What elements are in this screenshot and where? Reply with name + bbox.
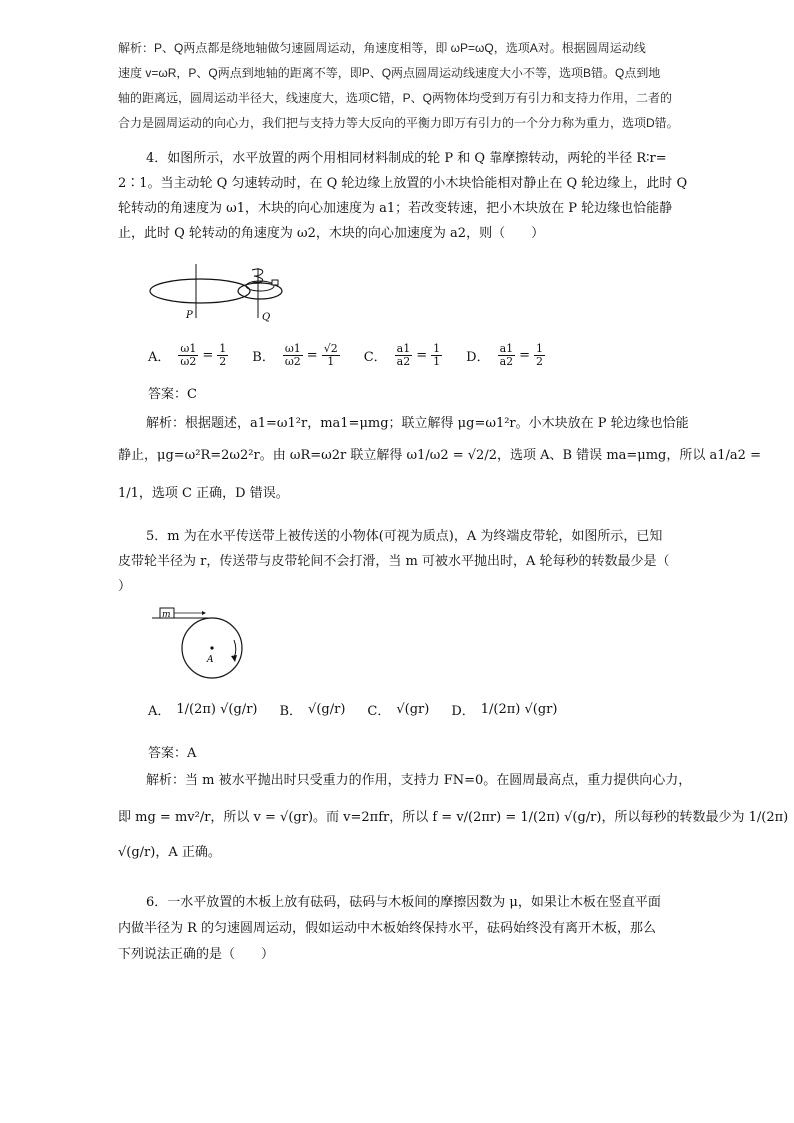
q4-explanation [118,406,761,504]
question-4-text [118,146,698,246]
wheel-p [150,279,250,303]
question-line: 2∶1。当主动轮 Q 匀速转动时，在 Q 轮边缘上放置的小木块恰能相对静止在 Q 轮边缘上，此时 Q [118,176,688,191]
explanation-line: 静止，μg=ω²R=2ω2²r。由 ωR=ω2r 联立解得 ω1/ω2 = √2/2，选项 A、B 错误 ma=μmg，所以 a1/a2 = [118,448,761,463]
option-b[interactable]: B． √(g/r) [279,702,346,719]
option-c[interactable]: C． $\frac{a1}{a2}$ = $\frac{1}{1}$ [363,342,441,368]
explanation-line: 解析：根据题述，a1=ω1²r，ma1=μmg；联立解得 μg=ω1²r。小木块放在 P 轮边缘也恰能 [146,416,689,431]
option-a[interactable]: A． $\frac{\omega 1}{\omega 2}$ = $\frac{1}{2}$ [148,342,227,368]
explanation-line: 合力是圆周运动的向心力，我们把与支持力等大反向的平衡力即万有引力的一个分力称为重力，选项D错。 [118,116,679,130]
pulley-center [210,646,213,649]
question-6-text [118,890,698,968]
option-a[interactable]: A． 1/(2π) √(g/r) [148,702,258,719]
option-c[interactable]: C． √(gr) [367,702,430,719]
q5-explanation [118,768,789,868]
question-5-text [118,524,698,599]
arrowhead-icon [202,611,206,615]
q5-options [148,700,579,719]
question-line: 下列说法正确的是（ ） [118,947,275,962]
question-line: 止，此时 Q 轮转动的角速度为 ω2，木块的向心加速度为 a2，则（ ） [118,226,545,241]
q4-wheels-figure [148,258,288,328]
q4-options [148,343,569,368]
question-line: 轮转动的角速度为 ω1，木块的向心加速度为 a1；若改变转速，把小木块放在 P 轮边缘也恰能静 [118,201,673,216]
question-line: ） [118,579,132,594]
label-m: m [162,610,171,620]
arrowhead-icon [231,655,237,662]
question-line: 4．如图所示，水平放置的两个用相同材料制成的轮 P 和 Q 靠摩擦转动，两轮的半径 R∶r= [146,151,667,166]
explanation-line: 解析：P、Q两点都是绕地轴做匀速圆周运动，角速度相等，即 ωP=ωQ，选项A对。根据圆周运动线 [118,41,646,55]
option-b[interactable]: B． $\frac{\omega 1}{\omega 2}$ = $\frac{√2}{1}$ [252,342,338,368]
explanation-line: 1/1，选项 C 正确，D 错误。 [118,486,289,501]
q5-answer: 答案：A [148,746,197,761]
previous-explanation [118,36,698,136]
question-line: 内做半径为 R 的匀速圆周运动，假如运动中木板始终保持水平，砝码始终没有离开木板，那么 [118,921,657,936]
label-q: Q [262,312,271,323]
option-d[interactable]: D． $\frac{a1}{a2}$ = $\frac{1}{2}$ [466,342,544,368]
explanation-line: 解析：当 m 被水平抛出时只受重力的作用，支持力 FN=0。在圆周最高点，重力提供向心力， [146,773,692,788]
wood-block-icon [272,280,278,285]
explanation-line: √(g/r)，A 正确。 [118,845,221,860]
explanation-line: 即 mg = mv²/r，所以 v = √(gr)。而 v=2πfr，所以 f = v/(2πr) = 1/(2π) √(g/r)，所以每秒的转数最少为 1/(2π) [118,810,789,825]
question-line: 皮带轮半径为 r，传送带与皮带轮间不会打滑，当 m 可被水平抛出时，A 轮每秒的转数最少是（ [118,554,670,569]
explanation-line: 速度 v=ωR，P、Q两点到地轴的距离不等，即P、Q两点圆周运动线速度大小不等，选项B错。Q点到地 [118,66,661,80]
question-line: 5．m 为在水平传送带上被传送的小物体(可视为质点)，A 为终端皮带轮，如图所示，已知 [146,529,663,544]
q4-answer: 答案：C [148,387,197,402]
explanation-line: 轴的距离远，圆周运动半径大，线速度大，选项C错，P、Q两物体均受到万有引力和支持力作用，二者的 [118,91,673,105]
q5-pulley-figure [150,606,250,688]
option-d[interactable]: D． 1/(2π) √(gr) [451,702,558,719]
label-p: P [186,310,193,321]
label-a: A [207,655,214,665]
rotation-arrow-icon [252,269,263,282]
question-line: 6．一水平放置的木板上放有砝码，砝码与木板间的摩擦因数为 μ，如果让木板在竖直平面 [146,895,661,910]
